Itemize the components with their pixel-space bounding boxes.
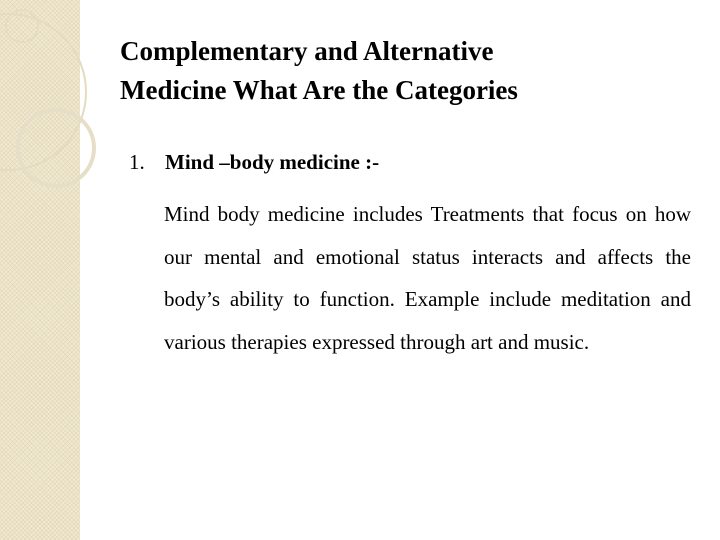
large-ring xyxy=(0,14,86,170)
list-item-body: Mind body medicine includes Treatments that focus on how our mental and emotional status interacts and affects the body’s ability to function. Example include meditation and various therapies expressed through art and music. xyxy=(164,202,691,354)
medium-ring xyxy=(18,110,94,186)
title-line-2: Medicine What Are the Categories xyxy=(120,75,518,105)
list-item-number: 1. xyxy=(129,150,145,174)
slide-title xyxy=(120,32,690,110)
title-line-1: Complementary and Alternative xyxy=(120,36,494,66)
list-item-heading xyxy=(129,148,379,176)
list-item-title: Mind –body medicine :- xyxy=(165,150,380,174)
